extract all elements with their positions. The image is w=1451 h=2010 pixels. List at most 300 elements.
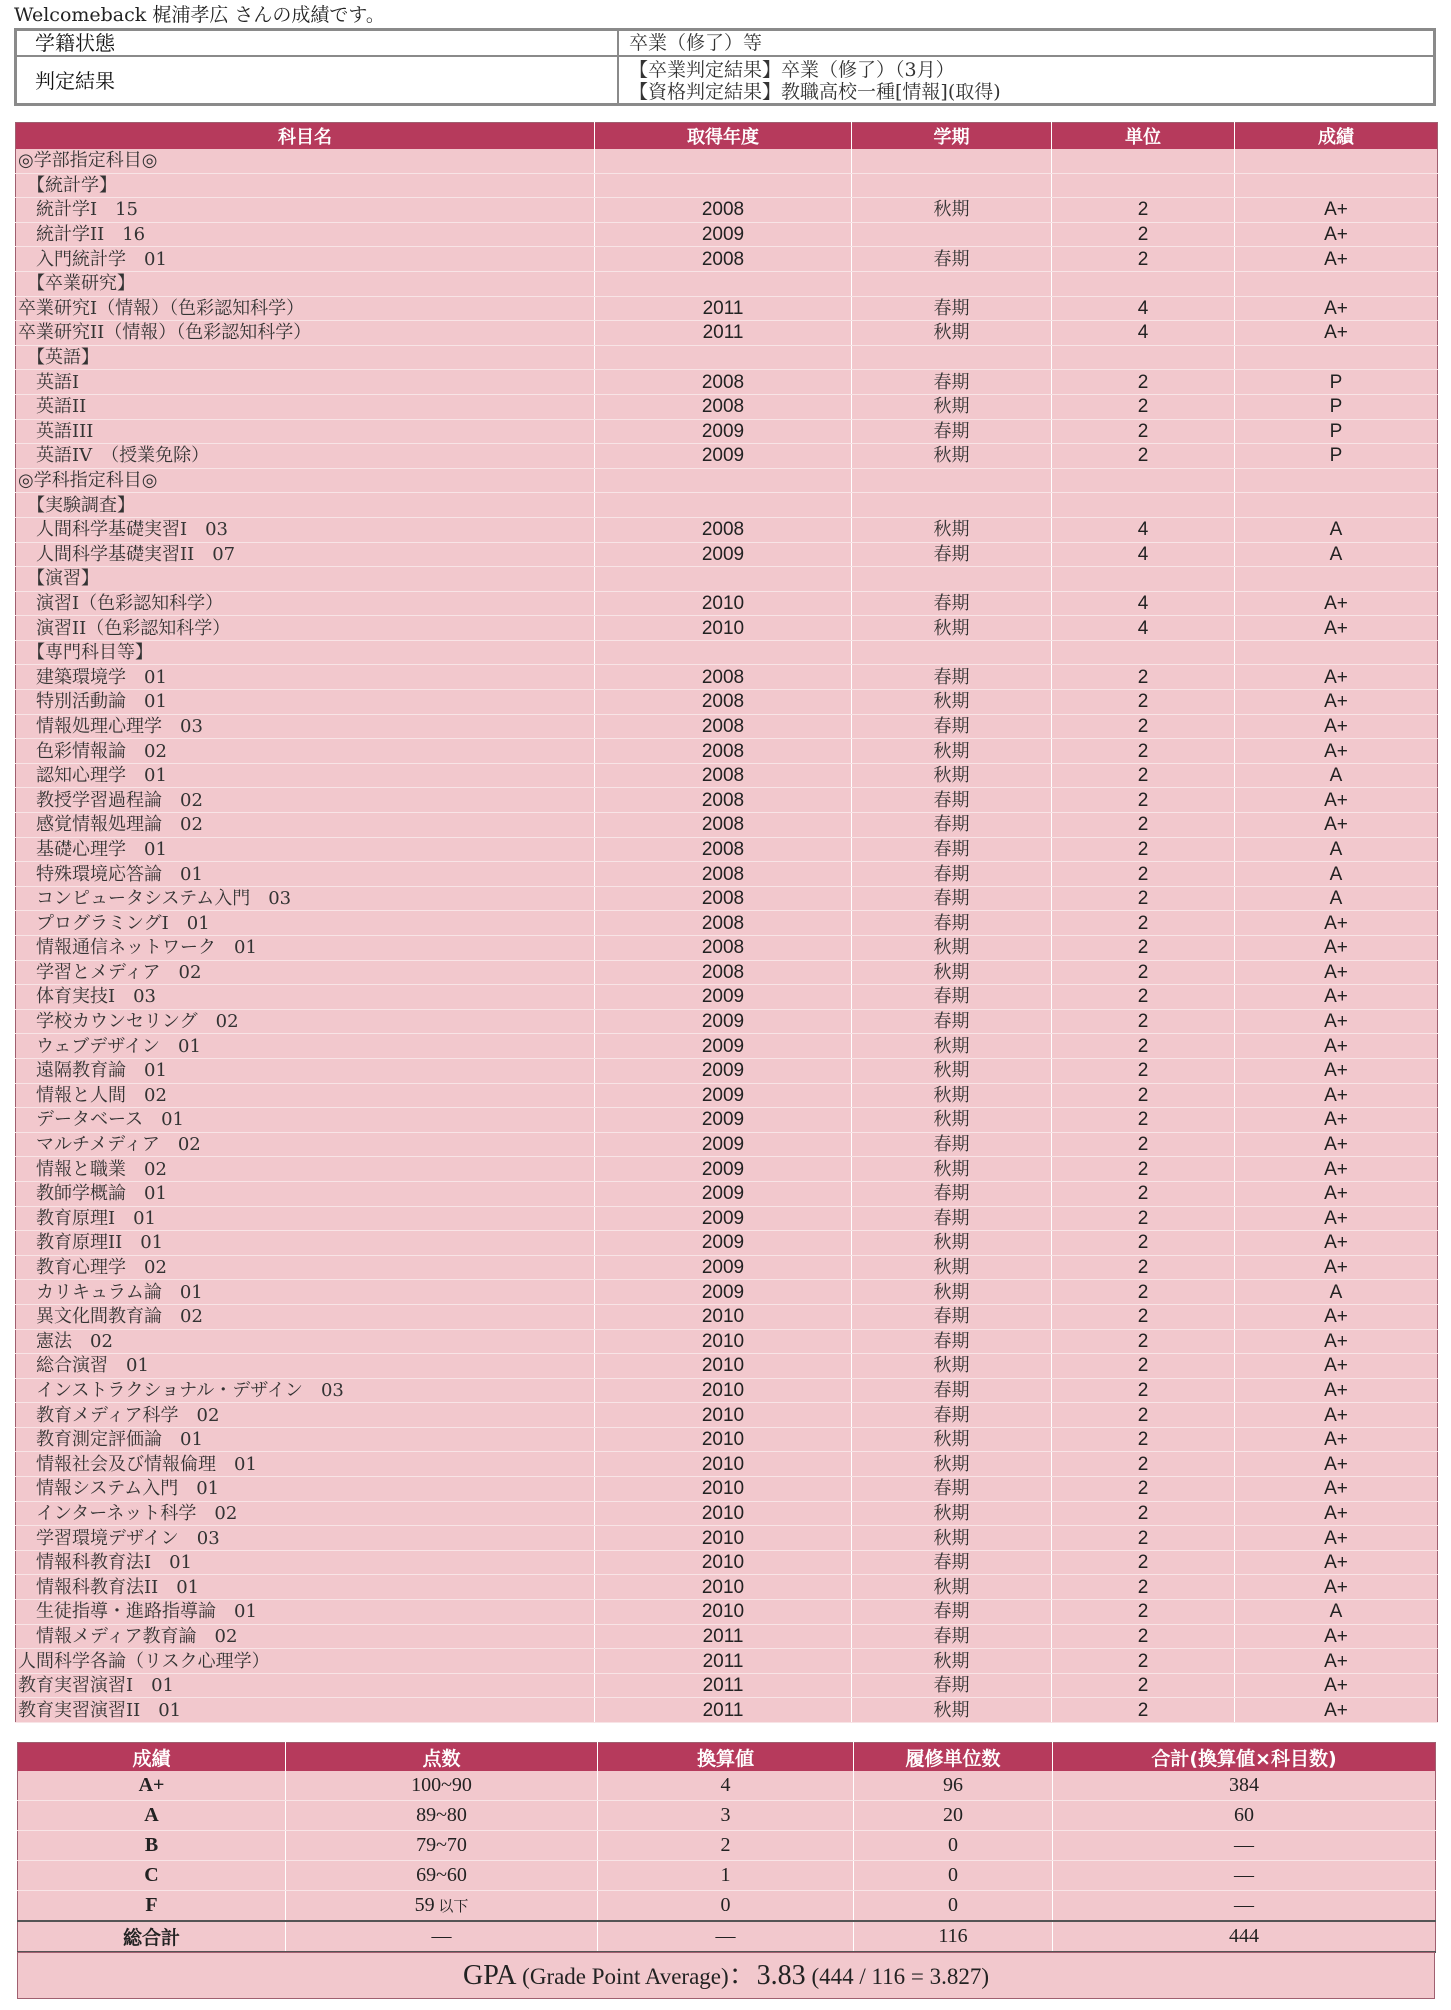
year-cell	[595, 149, 852, 173]
total-sum: 444	[1053, 1921, 1436, 1952]
year-cell: 2008	[595, 394, 852, 419]
grade-row	[16, 1058, 1438, 1083]
grade-row	[16, 1698, 1438, 1723]
year-cell: 2009	[595, 222, 852, 247]
term-cell: 春期	[852, 1304, 1052, 1329]
status-divider	[617, 31, 619, 103]
grade-cell: A+	[1235, 321, 1438, 346]
subject-name: ◎学部指定科目◎	[16, 149, 595, 173]
summary-points	[286, 1771, 598, 1801]
term-cell: 秋期	[852, 1108, 1052, 1133]
summary-grade: A	[18, 1801, 286, 1831]
term-cell: 春期	[852, 1009, 1052, 1034]
grade-cell: A+	[1235, 1673, 1438, 1698]
total-credits: 116	[854, 1921, 1053, 1952]
grade-cell: A	[1235, 763, 1438, 788]
term-cell	[852, 493, 1052, 518]
term-cell: 春期	[852, 1378, 1052, 1403]
credits-cell	[1052, 468, 1235, 493]
term-cell: 秋期	[852, 1058, 1052, 1083]
term-cell: 秋期	[852, 444, 1052, 469]
year-cell: 2008	[595, 690, 852, 715]
term-cell: 春期	[852, 1600, 1052, 1625]
welcome-message: Welcomeback 梶浦孝広 さんの成績です。	[14, 4, 385, 26]
year-cell: 2008	[595, 763, 852, 788]
subject-name: 異文化間教育論 02	[16, 1304, 595, 1329]
year-cell	[595, 271, 852, 296]
grade-row	[16, 960, 1438, 985]
grade-row	[16, 271, 1438, 296]
grade-cell: A+	[1235, 222, 1438, 247]
grade-row	[16, 1600, 1438, 1625]
grade-row	[16, 1526, 1438, 1551]
judgment-label: 判定結果	[35, 69, 115, 93]
grade-row	[16, 665, 1438, 690]
term-cell: 秋期	[852, 1083, 1052, 1108]
credits-cell	[1052, 271, 1235, 296]
term-cell	[852, 468, 1052, 493]
points-range: 69~60	[416, 1864, 467, 1886]
grade-cell: A+	[1235, 1477, 1438, 1502]
grade-cell: A+	[1235, 739, 1438, 764]
grade-cell: A+	[1235, 960, 1438, 985]
term-cell	[852, 271, 1052, 296]
credits-cell: 2	[1052, 394, 1235, 419]
year-cell: 2009	[595, 1132, 852, 1157]
grade-cell: A+	[1235, 1649, 1438, 1674]
credits-cell: 2	[1052, 960, 1235, 985]
total-points: ―	[286, 1921, 598, 1952]
grade-cell	[1235, 493, 1438, 518]
grade-row	[16, 640, 1438, 665]
credits-cell: 2	[1052, 837, 1235, 862]
grade-row	[16, 1034, 1438, 1059]
subject-name: 情報科教育法II 01	[16, 1575, 595, 1600]
credits-cell: 2	[1052, 813, 1235, 838]
credits-cell: 2	[1052, 1058, 1235, 1083]
term-cell: 秋期	[852, 1354, 1052, 1379]
subject-name: 【英語】	[16, 345, 595, 370]
subject-name: 教育実習演習Ⅰ 01	[16, 1673, 595, 1698]
grade-row	[16, 198, 1438, 223]
term-cell: 秋期	[852, 198, 1052, 223]
grade-cell: A+	[1235, 1354, 1438, 1379]
grade-cell: A+	[1235, 247, 1438, 272]
grade-cell: A+	[1235, 1009, 1438, 1034]
summary-value: 1	[598, 1861, 854, 1891]
grade-cell: A+	[1235, 296, 1438, 321]
credits-cell: 2	[1052, 1206, 1235, 1231]
term-cell: 秋期	[852, 394, 1052, 419]
term-cell: 秋期	[852, 1698, 1052, 1723]
summary-header-credits: 履修単位数	[854, 1743, 1053, 1772]
grade-cell: A+	[1235, 198, 1438, 223]
year-cell: 2009	[595, 1181, 852, 1206]
grade-row	[16, 886, 1438, 911]
grade-cell	[1235, 149, 1438, 173]
summary-grade: B	[18, 1831, 286, 1861]
year-cell: 2010	[595, 1575, 852, 1600]
term-cell	[852, 173, 1052, 198]
subject-name: 体育実技Ⅰ 03	[16, 985, 595, 1010]
grade-row	[16, 813, 1438, 838]
summary-credits: 0	[854, 1831, 1053, 1861]
subject-name: 特殊環境応答論 01	[16, 862, 595, 887]
term-cell: 秋期	[852, 763, 1052, 788]
year-cell: 2010	[595, 1600, 852, 1625]
subject-name: 英語IV （授業免除）	[16, 444, 595, 469]
term-cell: 秋期	[852, 1452, 1052, 1477]
summary-points	[286, 1831, 598, 1861]
grade-cell: A+	[1235, 1452, 1438, 1477]
summary-row	[18, 1831, 1436, 1861]
grade-row	[16, 1132, 1438, 1157]
subject-name: 情報科教育法Ⅰ 01	[16, 1550, 595, 1575]
credits-cell: 2	[1052, 1550, 1235, 1575]
year-cell: 2010	[595, 1477, 852, 1502]
year-cell: 2009	[595, 1157, 852, 1182]
subject-name: ◎学科指定科目◎	[16, 468, 595, 493]
credits-cell: 2	[1052, 1427, 1235, 1452]
grade-row	[16, 1452, 1438, 1477]
grade-row	[16, 468, 1438, 493]
header-credits: 単位	[1052, 123, 1235, 150]
summary-total: ―	[1053, 1831, 1436, 1861]
grade-cell: A+	[1235, 1132, 1438, 1157]
subject-name: 人間科学基礎実習Ⅰ 03	[16, 517, 595, 542]
year-cell: 2009	[595, 1034, 852, 1059]
grade-cell	[1235, 468, 1438, 493]
grade-cell: A+	[1235, 714, 1438, 739]
header-subject: 科目名	[16, 123, 595, 150]
summary-body	[18, 1771, 1436, 1921]
subject-name: 憲法 02	[16, 1329, 595, 1354]
summary-row	[18, 1891, 1436, 1922]
subject-name: 学習環境デザイン 03	[16, 1526, 595, 1551]
term-cell: 春期	[852, 1550, 1052, 1575]
term-cell: 春期	[852, 1181, 1052, 1206]
term-cell: 春期	[852, 886, 1052, 911]
credits-cell: 2	[1052, 1157, 1235, 1182]
qualification-judgment: 【資格判定結果】教職高校一種[情報](取得)	[629, 81, 1001, 103]
grade-cell: A+	[1235, 1501, 1438, 1526]
term-cell: 春期	[852, 837, 1052, 862]
credits-cell: 4	[1052, 542, 1235, 567]
year-cell: 2009	[595, 1009, 852, 1034]
credits-cell: 2	[1052, 1526, 1235, 1551]
enrollment-value: 卒業（修了）等	[629, 32, 763, 54]
summary-credits: 0	[854, 1891, 1053, 1922]
year-cell: 2009	[595, 444, 852, 469]
summary-credits: 0	[854, 1861, 1053, 1891]
grade-cell: A+	[1235, 1181, 1438, 1206]
grade-cell: A+	[1235, 1526, 1438, 1551]
subject-name: 【卒業研究】	[16, 271, 595, 296]
year-cell: 2010	[595, 1501, 852, 1526]
term-cell: 秋期	[852, 960, 1052, 985]
year-cell: 2010	[595, 1403, 852, 1428]
subject-name: 【統計学】	[16, 173, 595, 198]
term-cell: 春期	[852, 862, 1052, 887]
grade-row	[16, 1231, 1438, 1256]
grade-cell: A+	[1235, 985, 1438, 1010]
term-cell: 秋期	[852, 1280, 1052, 1305]
subject-name: 統計学Ⅰ 15	[16, 198, 595, 223]
credits-cell: 2	[1052, 690, 1235, 715]
credits-cell	[1052, 345, 1235, 370]
grade-row	[16, 345, 1438, 370]
subject-name: 教師学概論 01	[16, 1181, 595, 1206]
credits-cell: 2	[1052, 739, 1235, 764]
grade-cell: A+	[1235, 1108, 1438, 1133]
grade-row	[16, 517, 1438, 542]
term-cell: 秋期	[852, 321, 1052, 346]
subject-name: 学習とメディア 02	[16, 960, 595, 985]
points-suffix: 以下	[434, 1899, 469, 1915]
credits-cell: 2	[1052, 1083, 1235, 1108]
subject-name: 英語Ⅰ	[16, 370, 595, 395]
summary-total: ―	[1053, 1891, 1436, 1922]
points-range: 100~90	[411, 1774, 472, 1796]
subject-name: 情報メディア教育論 02	[16, 1624, 595, 1649]
enrollment-label: 学籍状態	[35, 31, 115, 55]
credits-cell: 2	[1052, 714, 1235, 739]
grade-cell	[1235, 567, 1438, 592]
year-cell: 2009	[595, 1280, 852, 1305]
credits-cell: 2	[1052, 936, 1235, 961]
credits-cell: 2	[1052, 1329, 1235, 1354]
grade-row	[16, 1108, 1438, 1133]
credits-cell: 4	[1052, 591, 1235, 616]
credits-cell: 2	[1052, 911, 1235, 936]
year-cell: 2010	[595, 1354, 852, 1379]
grade-row	[16, 1206, 1438, 1231]
term-cell: 春期	[852, 985, 1052, 1010]
year-cell: 2009	[595, 1231, 852, 1256]
grade-row	[16, 985, 1438, 1010]
credits-cell: 2	[1052, 1034, 1235, 1059]
grade-row	[16, 1354, 1438, 1379]
grades-table	[15, 122, 1438, 1723]
total-value: ―	[598, 1921, 854, 1952]
points-range: 89~80	[416, 1804, 467, 1826]
subject-name: 建築環境学 01	[16, 665, 595, 690]
summary-header-total: 合計(換算値×科目数)	[1053, 1743, 1436, 1772]
year-cell: 2010	[595, 1329, 852, 1354]
subject-name: 教育測定評価論 01	[16, 1427, 595, 1452]
grade-cell: A+	[1235, 665, 1438, 690]
header-year: 取得年度	[595, 123, 852, 150]
grade-row	[16, 173, 1438, 198]
points-range: 59	[414, 1894, 435, 1916]
year-cell: 2011	[595, 1698, 852, 1723]
credits-cell: 2	[1052, 419, 1235, 444]
grade-row	[16, 616, 1438, 641]
grade-cell: A+	[1235, 788, 1438, 813]
grade-cell: P	[1235, 419, 1438, 444]
credits-cell: 2	[1052, 1231, 1235, 1256]
grade-cell: A+	[1235, 1698, 1438, 1723]
grade-cell: P	[1235, 394, 1438, 419]
gpa-value: ：3.83	[728, 1960, 806, 1991]
subject-name: 卒業研究Ⅰ（情報）（色彩認知科学）	[16, 296, 595, 321]
grade-cell: A+	[1235, 1403, 1438, 1428]
term-cell: 秋期	[852, 1575, 1052, 1600]
term-cell: 秋期	[852, 936, 1052, 961]
credits-cell: 4	[1052, 616, 1235, 641]
term-cell: 春期	[852, 1329, 1052, 1354]
grade-cell	[1235, 345, 1438, 370]
grade-row	[16, 1304, 1438, 1329]
gpa-sublabel: (Grade Point Average)	[516, 1964, 729, 1989]
summary-credits: 20	[854, 1801, 1053, 1831]
header-grade: 成績	[1235, 123, 1438, 150]
grade-cell: A+	[1235, 1058, 1438, 1083]
summary-total-row	[18, 1921, 1436, 1952]
subject-name: 入門統計学 01	[16, 247, 595, 272]
credits-cell: 4	[1052, 321, 1235, 346]
year-cell: 2008	[595, 813, 852, 838]
year-cell: 2008	[595, 936, 852, 961]
credits-cell: 2	[1052, 1132, 1235, 1157]
grade-row	[16, 1649, 1438, 1674]
year-cell: 2008	[595, 517, 852, 542]
credits-cell: 4	[1052, 296, 1235, 321]
credits-cell: 2	[1052, 1378, 1235, 1403]
term-cell: 春期	[852, 1132, 1052, 1157]
credits-cell: 2	[1052, 886, 1235, 911]
subject-name: 人間科学各論（リスク心理学）	[16, 1649, 595, 1674]
term-cell: 秋期	[852, 1231, 1052, 1256]
grade-row	[16, 1575, 1438, 1600]
summary-total: 384	[1053, 1771, 1436, 1801]
credits-cell	[1052, 149, 1235, 173]
subject-name: 英語III	[16, 419, 595, 444]
grade-row	[16, 1477, 1438, 1502]
grade-cell: A+	[1235, 1427, 1438, 1452]
term-cell: 春期	[852, 247, 1052, 272]
grade-cell: A+	[1235, 1550, 1438, 1575]
credits-cell: 2	[1052, 1304, 1235, 1329]
grade-cell: A	[1235, 542, 1438, 567]
grade-row	[16, 247, 1438, 272]
summary-value: 2	[598, 1831, 854, 1861]
credits-cell: 2	[1052, 370, 1235, 395]
grade-row	[16, 1427, 1438, 1452]
grade-row	[16, 1501, 1438, 1526]
credits-cell: 2	[1052, 1649, 1235, 1674]
grade-cell: A+	[1235, 1378, 1438, 1403]
year-cell: 2008	[595, 198, 852, 223]
grade-row	[16, 1181, 1438, 1206]
credits-cell: 2	[1052, 198, 1235, 223]
term-cell: 春期	[852, 370, 1052, 395]
credits-cell: 2	[1052, 1354, 1235, 1379]
subject-name: 基礎心理学 01	[16, 837, 595, 862]
summary-header-row	[18, 1743, 1436, 1772]
grade-row	[16, 419, 1438, 444]
grade-cell: P	[1235, 370, 1438, 395]
grade-row	[16, 714, 1438, 739]
grade-row	[16, 296, 1438, 321]
grade-row	[16, 1329, 1438, 1354]
subject-name: 英語II	[16, 394, 595, 419]
grade-cell: A+	[1235, 1034, 1438, 1059]
year-cell: 2009	[595, 419, 852, 444]
term-cell: 春期	[852, 591, 1052, 616]
summary-row	[18, 1861, 1436, 1891]
grade-row	[16, 1403, 1438, 1428]
summary-points	[286, 1801, 598, 1831]
year-cell: 2008	[595, 886, 852, 911]
grade-row	[16, 1083, 1438, 1108]
credits-cell: 2	[1052, 763, 1235, 788]
year-cell: 2009	[595, 1255, 852, 1280]
subject-name: カリキュラム論 01	[16, 1280, 595, 1305]
year-cell: 2010	[595, 1304, 852, 1329]
credits-cell: 2	[1052, 1452, 1235, 1477]
subject-name: 生徒指導・進路指導論 01	[16, 1600, 595, 1625]
subject-name: 教授学習過程論 02	[16, 788, 595, 813]
term-cell: 春期	[852, 296, 1052, 321]
grade-row	[16, 493, 1438, 518]
subject-name: 演習Ⅰ（色彩認知科学）	[16, 591, 595, 616]
term-cell: 秋期	[852, 690, 1052, 715]
credits-cell: 2	[1052, 1280, 1235, 1305]
grade-cell	[1235, 271, 1438, 296]
term-cell: 秋期	[852, 1649, 1052, 1674]
grade-row	[16, 444, 1438, 469]
year-cell: 2008	[595, 862, 852, 887]
grade-row	[16, 567, 1438, 592]
year-cell: 2011	[595, 296, 852, 321]
year-cell: 2011	[595, 321, 852, 346]
status-box	[14, 28, 1436, 106]
grade-row	[16, 1550, 1438, 1575]
grade-cell: A	[1235, 837, 1438, 862]
year-cell: 2011	[595, 1624, 852, 1649]
grade-row	[16, 149, 1438, 173]
subject-name: 情報社会及び情報倫理 01	[16, 1452, 595, 1477]
grade-row	[16, 1255, 1438, 1280]
grade-cell	[1235, 640, 1438, 665]
year-cell: 2008	[595, 788, 852, 813]
gpa-summary-table	[17, 1742, 1436, 1953]
term-cell	[852, 222, 1052, 247]
grades-header-row	[16, 123, 1438, 150]
grade-row	[16, 739, 1438, 764]
grade-cell: A	[1235, 1600, 1438, 1625]
credits-cell: 2	[1052, 1108, 1235, 1133]
term-cell	[852, 567, 1052, 592]
summary-header-points: 点数	[286, 1743, 598, 1772]
year-cell: 2011	[595, 1649, 852, 1674]
grade-cell: A+	[1235, 1329, 1438, 1354]
summary-value: 3	[598, 1801, 854, 1831]
term-cell: 秋期	[852, 1501, 1052, 1526]
year-cell: 2009	[595, 542, 852, 567]
year-cell: 2010	[595, 1427, 852, 1452]
subject-name: データベース 01	[16, 1108, 595, 1133]
credits-cell	[1052, 493, 1235, 518]
subject-name: 卒業研究II（情報）（色彩認知科学）	[16, 321, 595, 346]
grade-cell: A+	[1235, 936, 1438, 961]
grade-cell: A+	[1235, 616, 1438, 641]
term-cell: 秋期	[852, 1526, 1052, 1551]
subject-name: 【演習】	[16, 567, 595, 592]
grade-row	[16, 222, 1438, 247]
year-cell: 2008	[595, 370, 852, 395]
